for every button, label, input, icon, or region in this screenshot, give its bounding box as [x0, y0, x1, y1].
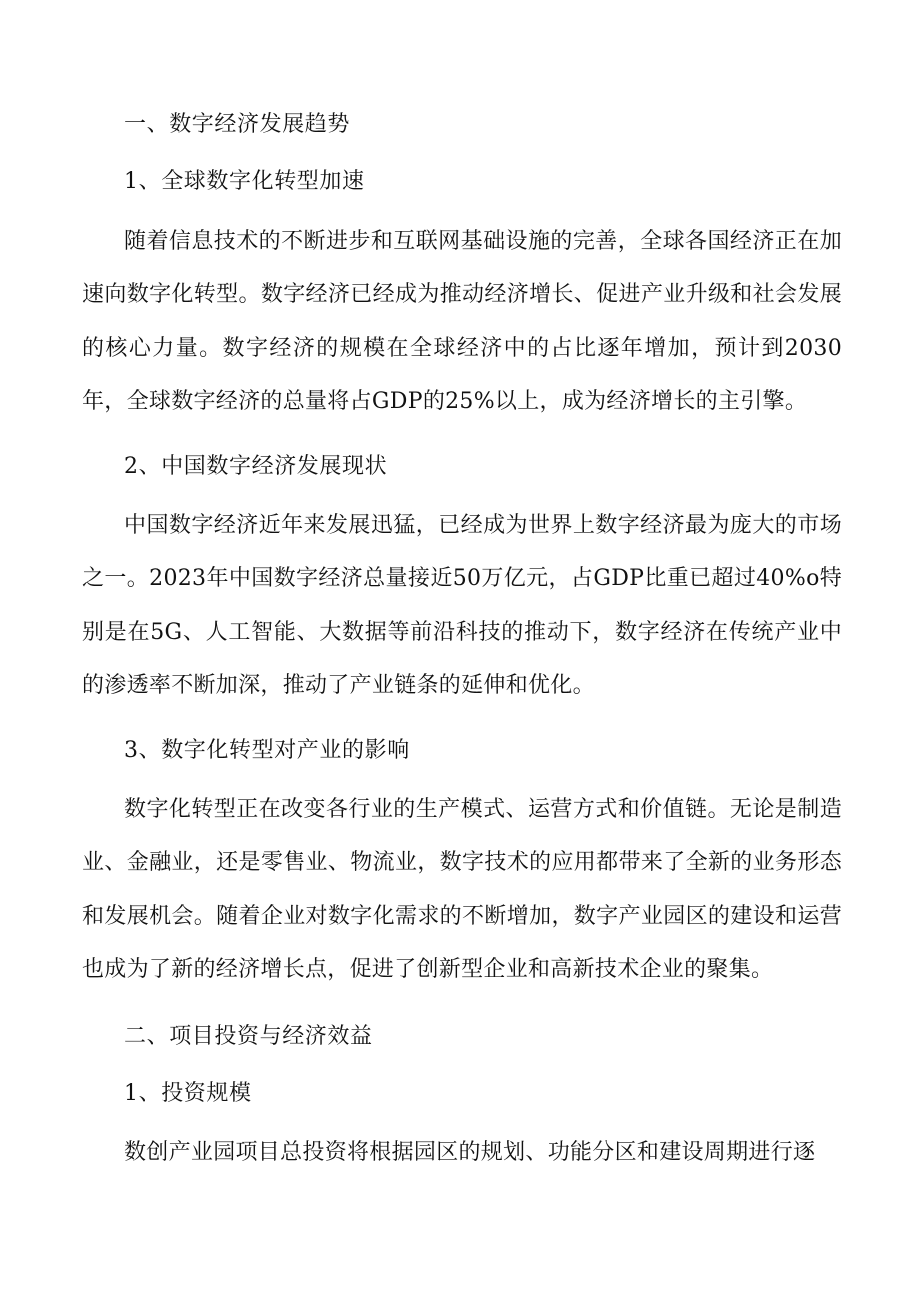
paragraph-investment-scale: 数创产业园项目总投资将根据园区的规划、功能分区和建设周期进行逐	[124, 1140, 816, 1165]
paragraph-global-digital-transformation: 随着信息技术的不断进步和互联网基础设施的完善，全球各国经济正在加速向数字化转型。数字经济已经成为推动经济增长、促进产业升级和社会发展的核心力量。数字经济的规模在全球经济中的占比逐年增加，预计到2030年，全球数字经济的总量将占GDP的25%以上，成为经济增长的主引擎。	[82, 229, 842, 414]
section-heading-1: 一、数字经济发展趋势	[124, 112, 351, 137]
paragraph-industry-impact: 数字化转型正在改变各行业的生产模式、运营方式和价值链。无论是制造业、金融业，还是零售业、物流业，数字技术的应用都带来了全新的业务形态和发展机会。随着企业对数字化需求的不断增加，数字产业园区的建设和运营也成为了新的经济增长点，促进了创新型企业和高新技术企业的聚集。	[82, 797, 842, 982]
subsection-heading-1-1: 1、全球数字化转型加速	[124, 169, 365, 194]
section-heading-2: 二、项目投资与经济效益	[124, 1024, 373, 1049]
subsection-heading-1-3: 3、数字化转型对产业的影响	[124, 738, 410, 763]
subsection-heading-1-2: 2、中国数字经济发展现状	[124, 454, 388, 479]
subsection-heading-2-1: 1、投资规模	[124, 1081, 252, 1106]
paragraph-china-digital-economy: 中国数字经济近年来发展迅猛，已经成为世界上数字经济最为庞大的市场之一。2023年中国数字经济总量接近50万亿元，占GDP比重已超过40%o特别是在5G、人工智能、大数据等前沿科技的推动下，数字经济在传统产业中的渗透率不断加深，推动了产业链条的延伸和优化。	[82, 513, 842, 698]
